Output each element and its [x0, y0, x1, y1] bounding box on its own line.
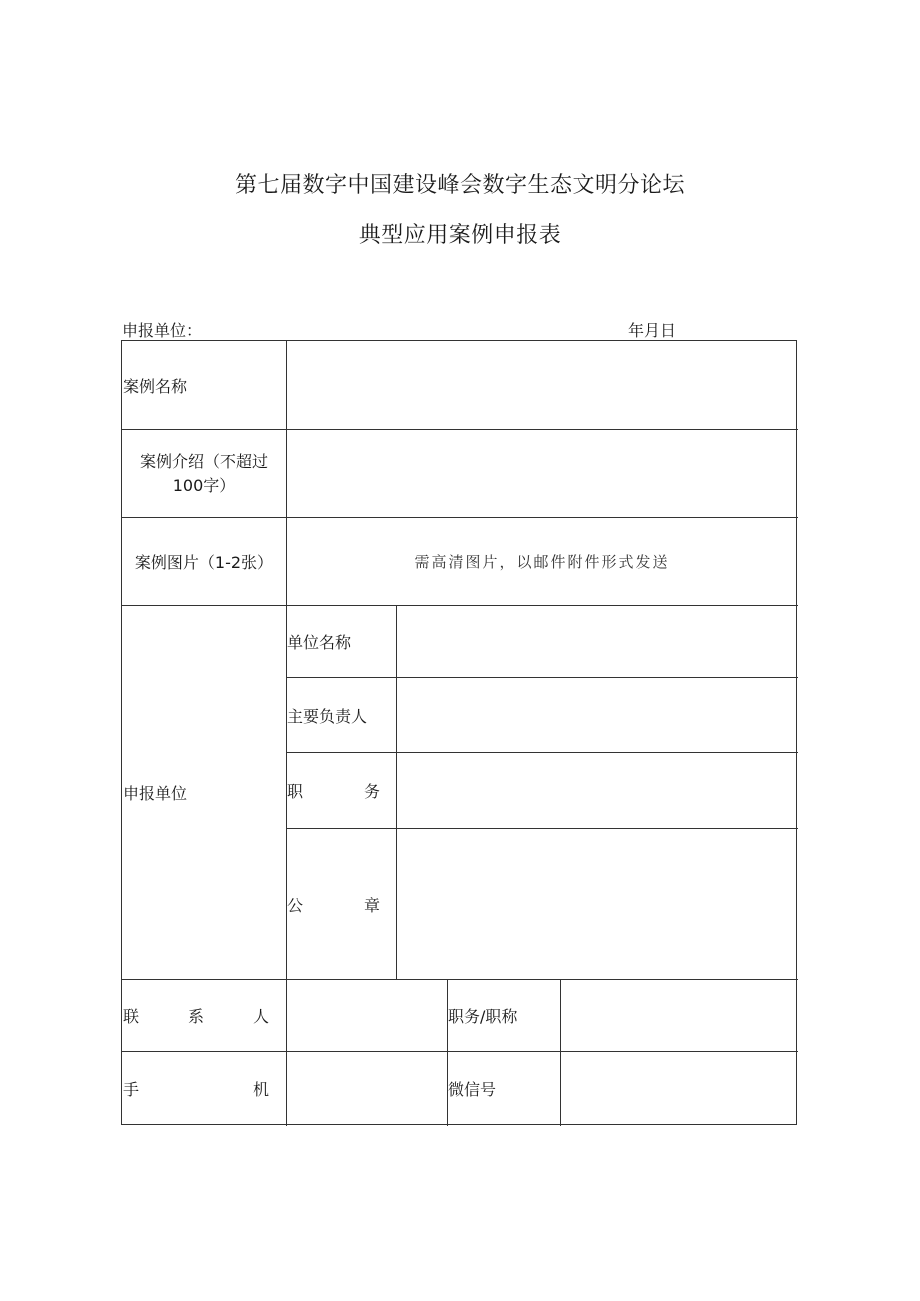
contact-title-label: 职务/职称 [448, 1007, 518, 1026]
date-label: 年月日 [628, 321, 677, 340]
contact-label-char-3: 人 [252, 1007, 269, 1026]
contact-person-label [123, 980, 286, 1051]
position-label-char-1: 职 [287, 782, 304, 801]
applicant-label: 申报单位： [122, 321, 203, 340]
seal-label [287, 829, 396, 979]
contact-label-char-1: 联 [123, 1007, 140, 1026]
unit-section-label: 申报单位 [123, 784, 188, 803]
phone-label-char-2: 机 [252, 1080, 269, 1099]
case-intro-label-line2: 100字） [172, 475, 236, 495]
contact-title-field[interactable] [561, 980, 797, 1051]
position-label [287, 753, 396, 828]
position-label-char-2: 务 [363, 782, 380, 801]
case-intro-field[interactable] [287, 430, 797, 517]
case-intro-label-line1: 案例介绍（不超过 [139, 451, 268, 471]
phone-label-char-1: 手 [123, 1080, 140, 1099]
unit-name-label: 单位名称 [287, 633, 352, 652]
case-intro-label [122, 430, 286, 517]
case-images-label: 案例图片（1-2张） [134, 553, 274, 572]
seal-field[interactable] [397, 829, 797, 979]
mobile-phone-field[interactable] [287, 1052, 447, 1125]
responsible-person-label: 主要负责人 [287, 706, 368, 726]
wechat-field[interactable] [561, 1052, 797, 1125]
case-images-note: 需高清图片，以邮件附件形式发送 [414, 553, 670, 571]
position-field[interactable] [397, 753, 797, 828]
unit-name-field[interactable] [397, 606, 797, 677]
contact-label-char-2: 系 [187, 1007, 204, 1026]
document-title: 第七届数字中国建设峰会数字生态文明分论坛 [234, 173, 685, 198]
case-name-label: 案例名称 [123, 376, 188, 396]
seal-label-char-2: 章 [363, 895, 380, 915]
application-form-table [121, 340, 797, 1125]
seal-label-char-1: 公 [287, 895, 304, 915]
case-name-field[interactable] [287, 341, 797, 429]
mobile-phone-label [123, 1052, 286, 1125]
responsible-person-field[interactable] [397, 678, 797, 752]
wechat-label: 微信号 [448, 1080, 497, 1099]
contact-person-field[interactable] [287, 980, 447, 1051]
document-subtitle: 典型应用案例申报表 [358, 223, 562, 248]
